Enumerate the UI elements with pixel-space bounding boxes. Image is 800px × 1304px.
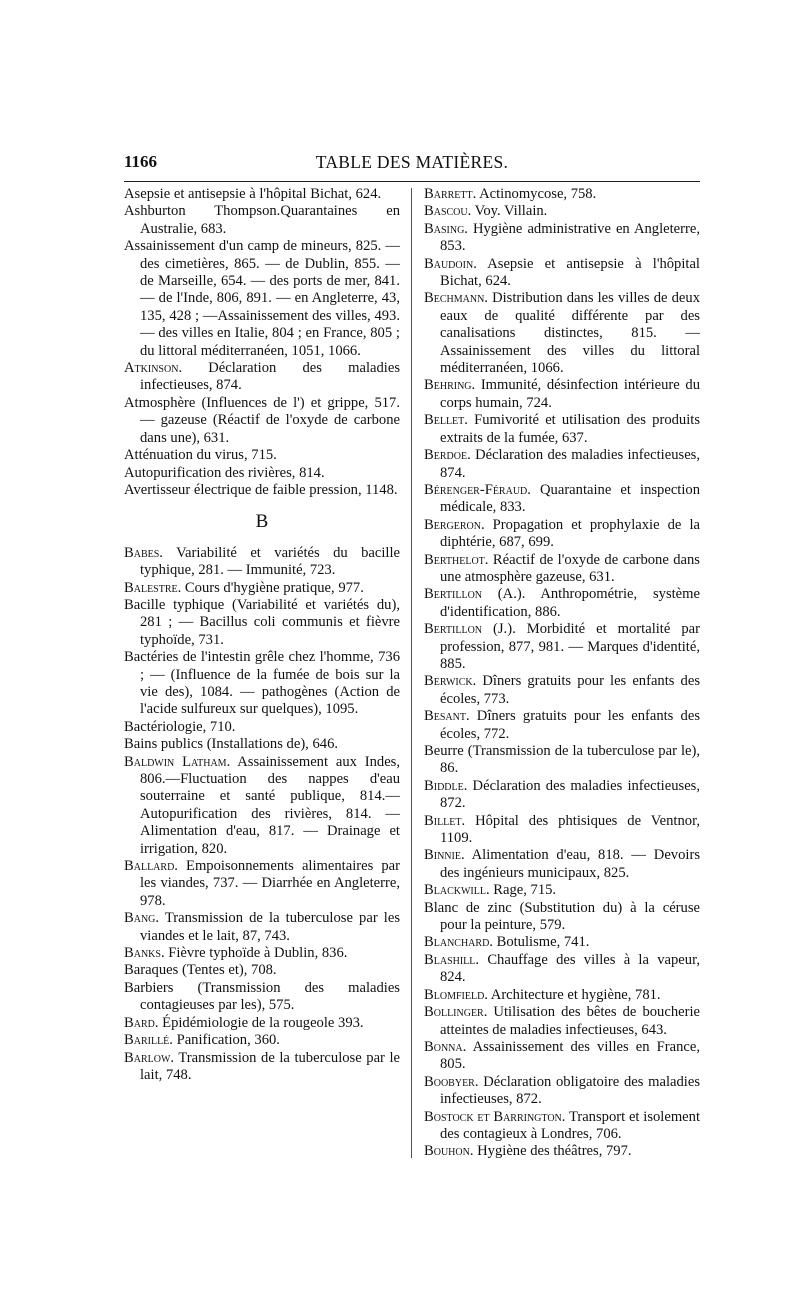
entry-name: Bascou bbox=[424, 203, 468, 220]
index-entry: Bang. Transmission de la tuberculose par les viandes et le lait, 87, 743. bbox=[124, 910, 400, 944]
entry-name: Bertillon (J.) bbox=[424, 621, 513, 638]
index-entry: Barillé. Panification, 360. bbox=[124, 1032, 280, 1049]
entry-name: Baudoin bbox=[424, 255, 474, 272]
index-entry: Atténuation du virus, 715. bbox=[124, 447, 277, 464]
index-entry: Boobyer. Déclaration obligatoire des maladies infectieuses, 872. bbox=[424, 1073, 700, 1108]
entry-name: Baldwin Latham bbox=[124, 753, 227, 770]
entry-name: Blashill bbox=[424, 951, 476, 968]
index-entry: Blanchard. Botulisme, 741. bbox=[424, 934, 590, 951]
index-entry: Atmosphère (Influences de l') et grippe, 517. — gazeuse (Réactif de l'oxyde de carbone dans une), 631. bbox=[124, 394, 400, 446]
entry-name: Biddle bbox=[424, 777, 464, 794]
entry-name: Berwick bbox=[424, 673, 473, 690]
entry-name: Barillé bbox=[124, 1032, 170, 1049]
index-entry: Atkinson. Déclaration des maladies infectieuses, 874. bbox=[124, 360, 400, 394]
index-entry: Barbiers (Transmission des maladies contagieuses par les), 575. bbox=[124, 979, 400, 1014]
entry-name: Bang bbox=[124, 910, 156, 927]
index-entry: Bonna. Assainissement des villes en France, 805. bbox=[424, 1038, 700, 1073]
entry-name: Besant bbox=[424, 708, 466, 725]
index-entry: Bascou. Voy. Villain. bbox=[424, 203, 548, 220]
index-entry: Bergeron. Propagation et prophylaxie de la diphtérie, 687, 699. bbox=[424, 516, 700, 551]
index-entry: Ashburton Thompson.Quarantaines en Australie, 683. bbox=[124, 203, 400, 237]
entry-name: Blackwill bbox=[424, 882, 486, 899]
index-entry: Assainissement d'un camp de mineurs, 825. — des cimetières, 865. — de Dublin, 855. — de Marseille, 654. — des ports de mer, 841. — de l'Inde, 806, 891. — en Angleterre, 43, 135, 428 ; —Assainissement des villes, 493. — des villes en Italie, 804 ; en France, 805 ; du littoral méditerranéen, 1051, 1066. bbox=[124, 238, 400, 359]
index-entry: Basing. Hygiène administrative en Angleterre, 853. bbox=[424, 220, 700, 255]
index-entry: Behring. Immunité, désinfection intérieure du corps humain, 724. bbox=[424, 377, 700, 411]
index-entry: Bostock et Barrington. Transport et isolement des contagieux à Londres, 706. bbox=[424, 1108, 701, 1142]
index-entry: Berdoe. Déclaration des maladies infectieuses, 874. bbox=[424, 447, 700, 481]
index-entry: Bains publics (Installations de), 646. bbox=[124, 736, 339, 753]
page-header bbox=[124, 152, 700, 178]
index-entry: Blomfield. Architecture et hygiène, 781. bbox=[424, 986, 661, 1003]
entry-name: Bostock et Barrington bbox=[424, 1108, 562, 1125]
index-entry: Balestre. Cours d'hygiène pratique, 977. bbox=[124, 579, 364, 596]
entry-name: Bouhon bbox=[424, 1143, 470, 1160]
index-entry: Biddle. Déclaration des maladies infectieuses, 872. bbox=[424, 777, 700, 812]
index-entry: Barrett. Actinomycose, 758. bbox=[424, 186, 597, 202]
entry-name: Basing bbox=[424, 220, 465, 237]
entry-name: Bergeron bbox=[424, 516, 481, 533]
index-entry: Bacille typhique (Variabilité et variétés du), 281 ; — Bacillus coli communis et fièvre typhoïde, 731. bbox=[124, 596, 400, 648]
index-entry: Berthelot. Réactif de l'oxyde de carbone dans une atmosphère gazeuse, 631. bbox=[424, 551, 700, 585]
index-entry: Baudoin. Asepsie et antisepsie à l'hôpital Bichat, 624. bbox=[424, 255, 700, 290]
page-number: 1166 bbox=[124, 152, 158, 171]
entry-name: Bellet bbox=[424, 412, 465, 429]
entry-name: Bechmann bbox=[424, 290, 485, 307]
entry-name: Billet bbox=[424, 812, 462, 829]
entry-name: Ballard bbox=[124, 858, 175, 875]
index-entry: Blanc de zinc (Substitution du) à la céruse pour la peinture, 579. bbox=[424, 899, 700, 934]
entry-name: Behring bbox=[424, 377, 472, 394]
entry-name: Blomfield bbox=[424, 986, 485, 1003]
index-entry: Bechmann. Distribution dans les villes de deux eaux de qualité différente par des canalisations distinctes, 815. — Assainissement des villes du littoral méditerranéen, 1066. bbox=[424, 290, 700, 377]
running-title: TABLE DES MATIÈRES. bbox=[315, 152, 509, 172]
header-rule bbox=[124, 181, 700, 182]
entry-name: Barlow bbox=[124, 1049, 171, 1066]
index-entry: Bollinger. Utilisation des bêtes de boucherie atteintes de maladies infectieuses, 643. bbox=[424, 1004, 700, 1038]
index-entry: Bellet. Fumivorité et utilisation des produits extraits de la fumée, 637. bbox=[424, 412, 700, 446]
index-entry: Bactéries de l'intestin grêle chez l'homme, 736 ; — (Influence de la fumée de bois sur la vie des), 1084. — pathogènes (Action de l'acide sulfureux sur quelques), 1095. bbox=[124, 649, 400, 718]
index-entry: Babes. Variabilité et variétés du bacille typhique, 281. — Immunité, 723. bbox=[124, 544, 400, 579]
index-entry: Baraques (Tentes et), 708. bbox=[124, 962, 277, 979]
entry-name: Banks bbox=[124, 945, 161, 962]
entry-name: Bollinger bbox=[424, 1004, 484, 1021]
index-entry: Beurre (Transmission de la tuberculose par le), 86. bbox=[424, 743, 700, 777]
index-entry: Blackwill. Rage, 715. bbox=[424, 882, 557, 899]
entry-name: Babes bbox=[124, 544, 160, 561]
index-entry: Binnie. Alimentation d'eau, 818. — Devoirs des ingénieurs municipaux, 825. bbox=[424, 847, 700, 881]
entry-name: Balestre bbox=[124, 579, 178, 596]
entry-name: Bertillon (A.) bbox=[424, 586, 522, 603]
index-entry: Bertillon (J.). Morbidité et mortalité par profession, 877, 981. — Marques d'identité, 885. bbox=[424, 621, 700, 672]
left-column bbox=[124, 186, 400, 1084]
entry-name: Atkinson bbox=[124, 360, 179, 377]
entry-name: Bonna bbox=[424, 1038, 463, 1055]
index-entry: Billet. Hôpital des phtisiques de Ventnor, 1109. bbox=[424, 812, 700, 847]
index-entry: Berwick. Dîners gratuits pour les enfants des écoles, 773. bbox=[424, 673, 700, 707]
index-entry: Blashill. Chauffage des villes à la vapeur, 824. bbox=[424, 951, 700, 986]
column-divider bbox=[411, 188, 412, 1158]
index-entry: Avertisseur électrique de faible pression, 1148. bbox=[124, 481, 398, 498]
index-entry: Bactériologie, 710. bbox=[124, 718, 236, 735]
entry-name: Blanchard bbox=[424, 934, 490, 951]
index-entry: Autopurification des rivières, 814. bbox=[124, 464, 325, 481]
index-entry: Bouhon. Hygiène des théâtres, 797. bbox=[424, 1143, 632, 1160]
entry-name: Barrett bbox=[424, 186, 473, 202]
entry-name: Boobyer bbox=[424, 1073, 475, 1090]
right-column bbox=[424, 186, 700, 1161]
index-entry: Ballard. Empoisonnements alimentaires par les viandes, 737. — Diarrhée en Angleterre, 978. bbox=[124, 858, 400, 909]
entry-name: Bard bbox=[124, 1014, 155, 1031]
index-entry: Baldwin Latham. Assainissement aux Indes, 806.—Fluctuation des nappes d'eau souterraine et santé publique, 814.—Autopurification des rivières, 814. — Alimentation d'eau, 817. — Drainage et irrigation, 820. bbox=[124, 753, 400, 857]
index-entry: Bard. Épidémiologie de la rougeole 393. bbox=[124, 1014, 364, 1031]
entry-name: Berthelot bbox=[424, 551, 485, 568]
entry-name: Bérenger-Féraud bbox=[424, 481, 528, 498]
index-entry: Bertillon (A.). Anthropométrie, système d'identification, 886. bbox=[424, 586, 700, 620]
entry-name: Berdoe bbox=[424, 447, 468, 464]
index-entry: Banks. Fièvre typhoïde à Dublin, 836. bbox=[124, 945, 348, 962]
entry-name: Binnie bbox=[424, 847, 461, 864]
index-entry: Besant. Dîners gratuits pour les enfants des écoles, 772. bbox=[424, 708, 700, 742]
index-entry: Bérenger-Féraud. Quarantaine et inspection médicale, 833. bbox=[424, 481, 700, 516]
index-entry: Asepsie et antisepsie à l'hôpital Bichat, 624. bbox=[124, 186, 382, 202]
index-entry: Barlow. Transmission de la tuberculose par le lait, 748. bbox=[124, 1049, 400, 1083]
section-letter-heading: B bbox=[255, 511, 269, 533]
